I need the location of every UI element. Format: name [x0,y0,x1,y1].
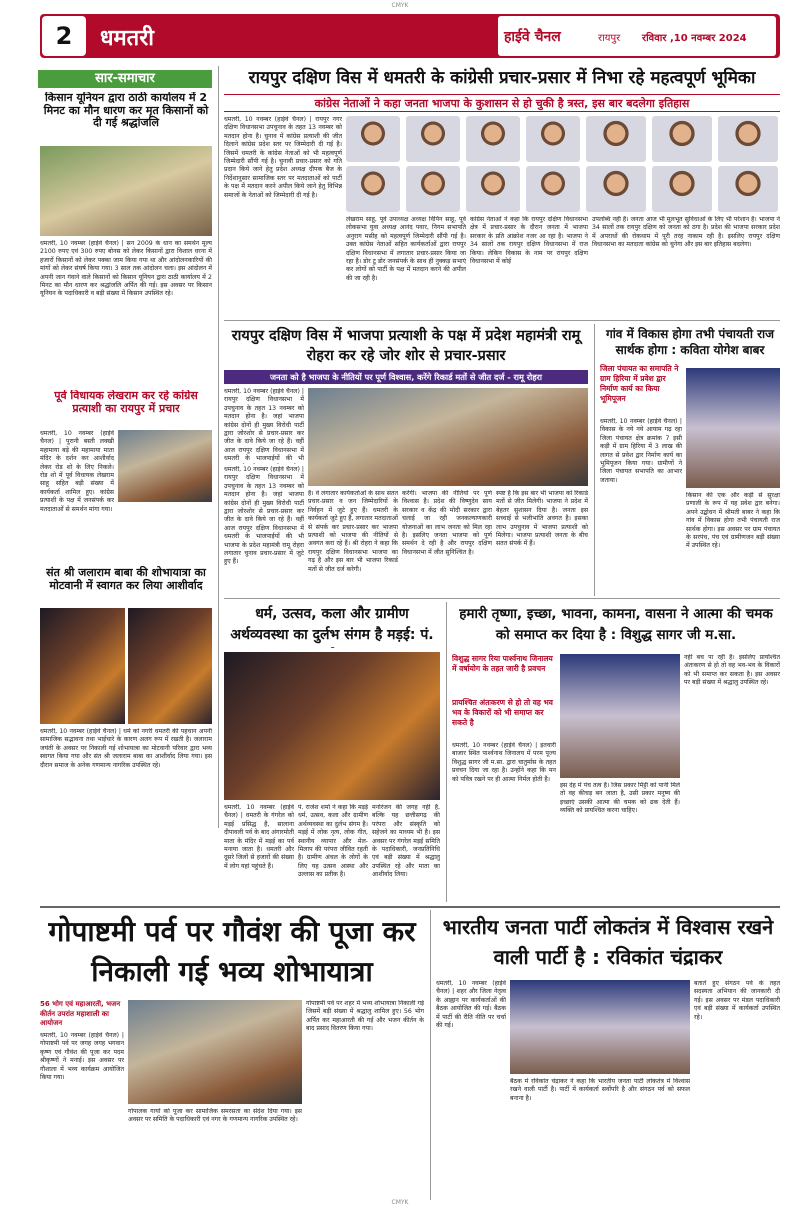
left-story3-text: धमतरी, 10 नवम्बर (हाईवे चैनल) | धर्म को नगरी धमतरी की पहचान अपनी सामाजिक सद्भावना तथा भाईचारे के कारण अलग रूप में रखती है। जलाराम जयंती के अवसर पर निकाली गई शोभायात्रा का मोटवानी परिवार द्वारा भव्य स्वागत किया गया और संत श्री जलाराम बाबा का आशीर्वाद लिया गया। इस दौरान समाज के अनेक गणमान्य नागरिक उपस्थित रहे। [40,728,212,769]
story4-photo [308,388,588,486]
left-box-title: सार-समाचार [38,70,212,88]
story5-text-col1: धमतरी, 10 नवम्बर (हाईवे चैनल) | विकास के नये नये आयाम गढ़ रहा जिला पंचायत क्षेत्र क्रमांक 7 इसी कड़ी में ग्राम हिरिया में 3 लाख की लागत से प्रवेश द्वार निर्माण कार्य का भूमिपूजन किया गया। ग्रामीणों ने जिला पंचायत सभापति का आभार जताया। [600,418,682,484]
lead-text-col3: कांग्रेस नेताओं ने कहा कि रायपुर दक्षिण विधानसभा क्षेत्र में प्रचार-प्रसार के दौरान जनता में भाजपा सरकार के प्रति आक्रोश नजर आ रहा है। भाजपा ने 34 सालों तक रायपुर दक्षिण विधानसभा में राज किया। लेकिन विकास के नाम पर रायपुर दक्षिण विधानसभा में कोई [470,216,588,266]
left-story3-headline: संत श्री जलाराम बाबा की शोभायात्रा का मोटवानी में स्वागत कर लिया आशीर्वाद [46,566,206,592]
story8-kicker: 56 भोग एवं महाआरती, भजन कीर्तन उपरांत महाशाली का आयोजन [40,1000,121,1027]
story7-text-col1: धमतरी, 10 नवम्बर (हाईवे चैनल) | इतवारी बाजार स्थित पार्श्वनाथ जिनालय में परम पूज्य विशुद्ध सागर जी म.सा. द्वारा चातुर्मास के तहत प्रवचन दिया जा रहा है। उन्होंने कहा कि मन को पवित्र रखने पर ही आत्मा निर्मल होती है। [452,742,556,783]
left-story2-headline: पूर्व विधायक लेखराम कर रहे कांग्रेस प्रत्याशी का रायपुर में प्रचार [54,390,198,415]
story5-text-col2: किसान की एक और कड़ी से सुरक्षा प्रणाली के रूप में यह प्रवेश द्वार बनेगा। अपने उद्बोधन में श्रीमती बाबर ने कहा कि गांव में विकास होगा तभी पंचायती राज सार्थक होगा। इस अवसर पर ग्राम पंचायत के सरपंच, पंच एवं ग्रामीणजन बड़ी संख्या में उपस्थित रहे। [686,492,780,550]
leader-portrait [652,116,712,162]
story8-headline: गोपाष्टमी पर्व पर गौवंश की पूजा कर निकाली गई भव्य शोभायात्रा [48,915,416,988]
story9-text-col1: धमतरी, 10 नवम्बर (हाईवे चैनल) | शहर और जिला नेतृत्व के आह्वान पर कार्यकर्ताओं की बैठक आयोजित की गई। बैठक में पार्टी की रीति नीति पर चर्चा की गई। [436,980,506,1030]
story5-rule [594,324,595,596]
story4-text-col1: धमतरी, 10 नवम्बर (हाईवे चैनल) | रायपुर दक्षिण विधानसभा में उपचुनाव के तहत 13 नवम्बर को मतदान होना है। जहां भाजपा कांग्रेस दोनों ही मुख्य विरोधी पार्टी द्वारा जोरशोर से प्रचार-प्रसार कर जीत के दावे किये जा रहे हैं। वहीं आज रायपुर दक्षिण विधानसभा में धमतरी के भाजपाईयों की भी [224,388,304,463]
left-story1-text: धमतरी, 10 नवम्बर (हाईवे चैनल) | सन 2009 के धान का समर्थन मूल्य 2100 रुपए एवं 300 रुपए बोनस को लेकर किसानों द्वारा विशाल धरना में हजारों किसानों को लेकर पक्का जाम किया गया था और आंदोलनकारियों की मांगों को लेकर संघर्ष किया गया। 3 साल तक आंदोलन चला। इस आंदोलन में अपनी जान गंवाने वाले किसानों को किसान यूनियन द्वारा ठाठी कार्यालय में 2 मिनट का मौन धारण कर श्रद्धांजलि अर्पित की गई। इस अवसर पर किसान यूनियन के पदाधिकारी व बड़ी संख्या में किसान उपस्थित रहे। [40,240,212,298]
story6-photo [224,652,440,800]
section-divider [224,320,780,321]
leader-portrait [346,116,400,162]
leader-portrait [586,166,646,212]
leader-portrait [526,166,580,212]
story7-kicker2: प्रायश्चित अंतःकरण से हो तो वह भव भव के विकारों को भी समाप्त कर सकते है [452,698,553,727]
story5-kicker: जिला पंचायत का समापति ने ग्राम हिरिया में प्रवेश द्वार निर्माण कार्य का किया भूमिपूजन [600,364,679,403]
story6-headline: धर्म, उत्सव, कला और ग्रामीण अर्थव्यवस्था का दुर्लभ संगम है मड़ई: पं. [230,606,434,643]
leader-portrait [586,116,646,162]
story7-rule [446,602,447,902]
story4-text-col2: है। वे लगातार कार्यकर्ताओं के साथ सतत प्रचार-प्रसार व जन जिम्मेदारियों के निर्वहन में जुटे हुए हैं। धमतरी के कार्यकर्ता जुटे हुए हैं, लगातार मतदाताओं से संपर्क कर प्रचार-प्रसार कर भाजपा प्रत्याशी को भाजपा की नीतियों से अवगत करा रहे हैं। श्री रोहरा ने कहा कि रायपुर दक्षिण विधानसभा भाजपा का गढ़ है और इस बार भी भाजपा रिकार्ड मतों से जीत दर्ज करेगी। [308,490,398,573]
story4-text-col1b: धमतरी, 10 नवम्बर (हाईवे चैनल) | रायपुर दक्षिण विधानसभा में उपचुनाव के तहत 13 नवम्बर को मतदान होना है। जहां भाजपा कांग्रेस दोनों ही मुख्य विरोधी पार्टी द्वारा जोरशोर से प्रचार-प्रसार कर जीत के दावे किये जा रहे हैं। वहीं आज रायपुर दक्षिण विधानसभा में धमतरी के भाजपाईयों की भी भाजपा के प्रदेश महामंत्री रामू रोहरा लगातार चुनाव प्रचार-प्रसार में जुटे हुए हैं। [224,466,304,566]
left-column-rule [218,66,219,828]
story9-text-col2: बैठक में रविकांत चंद्राकर ने कहा कि भारतीय जनता पार्टी लोकतंत्र में विश्वास रखने वाली पार्टी है। पार्टी में कार्यकर्ता सर्वोपरि है और संगठन पर्व को सफल बनाना है। [510,1078,690,1102]
leader-portrait [466,166,520,212]
story8-text-col2: गोपाष्टमी पर्व पर शहर में भव्य शोभायात्रा निकाली गई जिसमें बड़ी संख्या में श्रद्धालु शामिल हुए। 56 भोग अर्पित कर महाआरती की गई और भजन कीर्तन के बाद प्रसाद वितरण किया गया। [306,1000,424,1033]
story4-subheadline: जनता को है भाजपा के नीतियों पर पूर्ण विश्वास, करेंगे रिकार्ड मतों से जीत दर्ज - रामू रोहरा [224,370,588,384]
city-name: रायपुर [598,33,621,44]
lead-subheadline: कांग्रेस नेताओं ने कहा जनता भाजपा के कुशासन से हो चुकी है त्रस्त, इस बार बदलेगा इतिहास [224,94,780,112]
leader-portrait [406,166,460,212]
story4-text-col3: करेंगी। भाजपा की नीतियों पर पूर्ण विश्वास है। प्रदेश की विष्णुदेव साय सरकार व केंद्र की मोदी सरकार द्वारा चलाई जा रही जनकल्याणकारी योजनाओं का लाभ जनता को मिल रहा है। इसलिए जनता भाजपा को पूर्ण समर्थन दे रही है और रायपुर दक्षिण विधानसभा में जीत सुनिश्चित है। [402,490,492,556]
left-story2-photo [118,430,212,502]
story8-photo [128,1000,302,1104]
lead-text-col4: उपलब्धि नहीं है। जनता आज भी मूलभूत सुविधाओं के लिए भी परेशान है। भाजपा ने 34 सालों तक रायपुर दक्षिण को जनता को ठगा है। प्रदेश की भाजपा सरकार प्रदेश में अपराधों की रोकथाम में पूरी तरह नाकाम रही है। इसलिए रायपुर दक्षिण विधानसभा का मतदाता कांग्रेस को चुनेगा और इस बार इतिहास बदलेगा। [592,216,780,249]
leader-portrait [346,166,400,212]
paper-name: हाईवे चैनल [504,29,561,45]
left-story3-photo-1 [40,608,125,724]
left-story1-photo [40,146,212,236]
leader-portrait [466,116,520,162]
story7-headline: हमारी तृष्णा, इच्छा, भावना, कामना, वासना ने आत्मा की चमक को समाप्त कर दिया है : विशुद्ध सागर जी म.सा. [459,606,773,643]
leader-portrait [406,116,460,162]
story6-text-col3: मनोरंजन की जगह नहीं है, बल्कि यह छत्तीसगढ़ की परंपरा और संस्कृति को सहेजने का माध्यम भी है। इस अवसर पर गंगरेल मड़ई समिति के पदाधिकारी, जनप्रतिनिधि एवं बड़ी संख्या में श्रद्धालु उपस्थित रहे और माता का आशीर्वाद लिया। [372,804,440,879]
registration-tag: CMYK [391,1199,409,1206]
registration-tag: CMYK [391,2,409,9]
section-divider [224,598,780,599]
story9-photo [510,980,690,1074]
left-story2-text: धमतरी, 10 नवम्बर (हाईवे चैनल) | पुरानी बस्ती लक्खी महामाया बड़े की महामाया माता मंदिर के दर्शन कर आशीर्वाद लेकर रोड शो के लिए निकले। रोड शो में पूर्व विधायक लेखराम साहू सहित बड़ी संख्या में कार्यकर्ता शामिल हुए। कांग्रेस प्रत्याशी के पक्ष में जनसंपर्क कर मतदाताओं से समर्थन मांगा गया। [40,430,114,513]
issue-date: रविवार ,10 नवम्बर 2024 [642,33,747,44]
story9-rule [430,910,431,1200]
story5-photo [686,368,780,488]
story7-photo [560,654,680,778]
story9-headline: भारतीय जनता पार्टी लोकतंत्र में विश्वास रखने वाली पार्टी है : रविकांत चंद्राकर [442,915,774,969]
lead-photo-grid [346,116,582,212]
story7-text-col3: नहीं बच पा रही है। इसलिए प्रायश्चित अंतःकरण से हो तो वह भव-भव के विकारों को भी समाप्त कर सकता है। इस अवसर पर बड़ी संख्या में श्रद्धालु उपस्थित रहे। [684,654,780,687]
story5-headline: गांव में विकास होगा तभी पंचायती राज सार्थक होगा : कविता योगेश बाबर [605,327,775,357]
story7-kicker: विशुद्ध सागर रिया पार्श्वनाथ जिनालय में वर्षायोग के तहत जारी है प्रवचन [452,654,553,673]
left-story3-photo-2 [128,608,212,724]
lead-text-col1: धमतरी, 10 नवम्बर (हाईवे चैनल) | रायपुर नगर दक्षिण विधानसभा उपचुनाव के तहत 13 नवम्बर को मतदान होना है। चुनाव में कांग्रेस प्रत्याशी की जीत दिलाने कांग्रेस प्रदेश स्तर पर जिम्मेदारी दी गई है। जिसमें धमतरी के कांग्रेस नेताओं को भी महत्वपूर्ण जिम्मेदारी सौंपी गई है। चुनावी प्रचार-प्रसार को गति प्रदान किये जाने हेतु प्रदेश अध्यक्ष दीपक बैज के निर्देशानुसार सामाजिक स्तर पर मतदाताओं को पार्टी के पक्ष में मतदान करने अपील किये जाने हेतु विभिन्न समाजों के नेताओं को जिम्मेदारी दी गई है। [224,116,342,199]
story8-text-col3: गोपालक गायों को पूजा कर सामाजिक समरसता का संदेश दिया गया। इस अवसर पर समिति के पदाधिकारी एवं नगर के गणमान्य नागरिक उपस्थित रहे। [128,1108,302,1124]
section-title: धमतरी [100,26,154,51]
story6-text-col1: धमतरी, 10 नवम्बर (हाईवे चैनल) | धमतरी के गंगरेल को मड़ई प्रसिद्ध है, सालाना दीपावली पर्व के बाद अंगारमोती माता के मंदिर में मड़ई का पर्व मनाया जाता है। धमतरी और दूसरे जिलों से हजारों की संख्या में लोग यहां पहुंचते हैं। [224,804,294,870]
lead-photo-grid-right [586,116,780,212]
story8-text-col1: धमतरी, 10 नवम्बर (हाईवे चैनल) | गोपाष्टमी पर्व पर जगह जगह भगवान कृष्ण एवं गौवंश की पूजा कर पदम श्रीकृष्णों ने मनाई। इस अवसर पर गौशाला में भव्य कार्यक्रम आयोजित किया गया। [40,1032,124,1082]
story4-text-col4: स्पष्ट है कि इस बार भी भाजपा को रिकार्ड मतों से जीत मिलेगी। भाजपा ने प्रदेश में बेहतर सुशासन दिया है। जनता इस सच्चाई से भलीभांति अवगत है। इसका लाभ उपचुनाव में भाजपा प्रत्याशी को मिलेगा। भाजपा प्रत्याशी जनता के बीच सतत संपर्क में हैं। [496,490,588,548]
leader-portrait [526,116,580,162]
story9-text-col3: बताते हुए संगठन पर्व के तहत सदस्यता अभियान की जानकारी दी गई। इस अवसर पर मंडल पदाधिकारी एवं बड़ी संख्या में कार्यकर्ता उपस्थित रहे। [694,980,780,1021]
section-divider [40,906,780,908]
story6-text-col2: पं. राजेश शर्मा ने कहा कि मड़ई धर्म, उत्सव, कला और ग्रामीण अर्थव्यवस्था का दुर्लभ संगम है। मड़ई में लोक नृत्य, लोक गीत, स्थानीय व्यापार और मेल-मिलाप की परंपरा जीवित रहती है। ग्रामीण अंचल के लोगों के लिए यह उत्सव आस्था और उल्लास का प्रतीक है। [298,804,368,879]
lead-text-col2: लेखराम साहू, पूर्व उपाध्यक्ष अध्यक्ष विपिन साहू, पूर्व लोकसभा युवा अध्यक्ष आनंद पवार, निगम सभापति अनुराग मसीह को महत्वपूर्ण जिम्मेदारी सौंपी गई है। उक्त कांग्रेस नेताओं सहित कार्यकर्ताओं द्वारा रायपुर दक्षिण विधानसभा में लगातार प्रचार-प्रसार किया जा रहा है। डोर टू डोर जनसंपर्क के साथ ही नुक्कड़ सभाएं कर लोगों को पार्टी के पक्ष में मतदान करने की अपील की जा रही है। [346,216,466,282]
leader-portrait [718,116,778,162]
story4-headline: रायपुर दक्षिण विस में भाजपा प्रत्याशी के पक्ष में प्रदेश महामंत्री रामू रोहरा कर रहे जोर शोर से प्रचार-प्रसार [231,328,581,364]
story7-text-col2: इस देह में पंच तत्व हैं। जिस प्रकार मिट्टी को पानी मिले तो वह कीचड़ बन जाता है, उसी प्रकार मनुष्य की इच्छाएं उसकी आत्मा की चमक को ढक देती हैं। व्यक्ति को प्रायश्चित करना चाहिए। [560,782,680,815]
page-number: 2 [42,16,86,56]
leader-portrait [718,166,778,212]
left-story1-headline: किसान यूनियन द्वारा ठाठी कार्यालय में 2 मिनट का मौन धारण कर मृत किसानों को दी गई श्रद्धांजलि [43,92,209,129]
lead-headline: रायपुर दक्षिण विस में धमतरी के कांग्रेसी प्रचार-प्रसार में निभा रहे महत्वपूर्ण भूमिका [248,68,756,88]
leader-portrait [652,166,712,212]
